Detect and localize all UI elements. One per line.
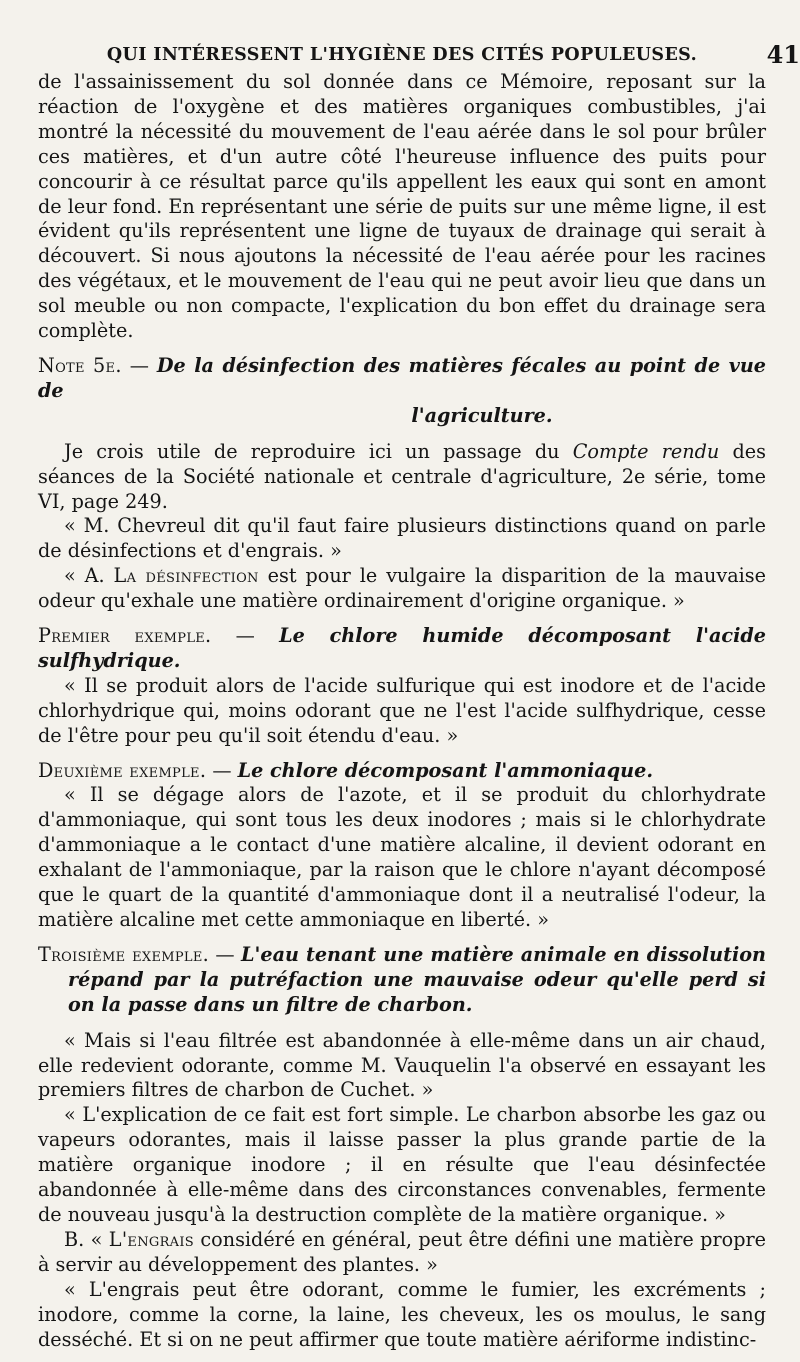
example3-heading: Troisième exemple. — L'eau tenant une matière animale en dissolution répand par la putréfaction une mauvaise odeur qu'elle perd si on la passe dans un filtre de charbon. bbox=[38, 942, 766, 1016]
running-head: QUI INTÉRESSENT L'HYGIÈNE DES CITÉS POPULEUSES. bbox=[106, 45, 698, 65]
paragraph-example1: « Il se produit alors de l'acide sulfurique qui est inodore et de l'acide chlorhydrique qui, moins odorant que ne l'est l'acide sulfhydrique, cesse de l'être pour peu qu'il soit étendu d'eau. » bbox=[38, 673, 766, 747]
example1-title: Le chlore humide décomposant l'acide sulfhydrique. bbox=[38, 624, 767, 672]
paragraph-compte-rendu bbox=[38, 440, 766, 515]
engrais-term: L'engrais bbox=[108, 1227, 194, 1251]
page-number: 41 bbox=[766, 40, 800, 69]
example2-label: Deuxième exemple. bbox=[38, 758, 207, 782]
note-dash: — bbox=[121, 353, 157, 377]
note-label: Note 5e. bbox=[38, 353, 122, 377]
note-heading bbox=[38, 354, 766, 429]
note-title-line1: De la désinfection des matières fécales au point de vue de bbox=[38, 353, 767, 402]
example3-title: L'eau tenant une matière animale en dissolution répand par la putréfaction une mauvaise odeur qu'elle perd si on la passe dans un filtre de charbon. bbox=[68, 942, 766, 1016]
engrais-text: considéré en général, peut être défini une matière propre à servir au développement des plantes. » bbox=[38, 1227, 766, 1276]
paragraph-example2: « Il se dégage alors de l'azote, et il se produit du chlorhydrate d'ammoniaque, qui sont tous les deux inodores ; mais si le chlorhydrate d'ammoniaque a le contact d'une matière alcaline, il devient odorant en exhalant de l'ammoniaque, par la raison que le chlore n'ayant décomposé que le quart de la quantité d'ammoniaque dont il a neutralisé l'odeur, la matière alcaline met cette ammoniaque en liberté. » bbox=[38, 783, 766, 931]
paragraph-chevreul: « M. Chevreul dit qu'il faut faire plusieurs distinctions quand on parle de désinfections et d'engrais. » bbox=[38, 514, 766, 563]
paragraph-engrais bbox=[38, 1228, 766, 1278]
compte-rendu-italic: Compte rendu bbox=[572, 439, 720, 463]
example1-label: Premier exemple. bbox=[38, 624, 212, 648]
example2-title: Le chlore décomposant l'ammoniaque. bbox=[237, 758, 653, 782]
example3-label: Troisième exemple. bbox=[38, 942, 210, 966]
desinfection-text: est pour le vulgaire la disparition de la mauvaise odeur qu'exhale une matière ordinairement d'origine organique. » bbox=[38, 564, 766, 613]
paragraph-desinfection bbox=[38, 564, 766, 614]
engrais-prefix: B. « bbox=[64, 1227, 109, 1251]
compte-rendu-text-a: Je crois utile de reproduire ici un passage du bbox=[64, 439, 573, 463]
desinfection-term: La désinfection bbox=[113, 564, 259, 588]
paragraph-explication: « L'explication de ce fait est fort simple. Le charbon absorbe les gaz ou vapeurs odorantes, mais il laisse passer la plus grande partie de la matière organique inodore ; il en résulte que l'eau désinfectée abandonnée à elle-même dans des circonstances convenables, fermente de nouveau jusqu'à la destruction complète de la matière organique. » bbox=[38, 1103, 766, 1226]
example2-heading: Deuxième exemple. — Le chlore décomposant l'ammoniaque. bbox=[38, 758, 653, 782]
compte-rendu-text-b: des séances de la Société nationale et centrale d'agriculture, 2e série, tome VI, page 249. bbox=[38, 439, 766, 513]
paragraph-engrais-odorant: « L'engrais peut être odorant, comme le fumier, les excréments ; inodore, comme la corne, la laine, les cheveux, les os moulus, le sang desséché. Et si on ne peut affirmer que toute matière aériforme indistinc- bbox=[38, 1277, 766, 1351]
desinfection-prefix: « A. bbox=[64, 564, 114, 588]
note-title-line2: l'agriculture. bbox=[411, 403, 553, 427]
paragraph-vauquelin: « Mais si l'eau filtrée est abandonnée à elle-même dans un air chaud, elle redevient odorante, comme M. Vauquelin l'a observé en essayant les premiers filtres de charbon de Cuchet. » bbox=[38, 1028, 766, 1102]
paragraph-drainage: de l'assainissement du sol donnée dans ce Mémoire, reposant sur la réaction de l'oxygène et des matières organiques combustibles, j'ai montré la nécessité du mouvement de l'eau aérée dans le sol pour brûler ces matières, et d'un autre côté l'heureuse influence des puits pour concourir à ce résultat parce qu'ils appellent les eaux qui sont en amont de leur fond. En représentant une série de puits sur une même ligne, il est évident qu'ils représentent une ligne de tuyaux de drainage qui serait à découvert. Si nous ajoutons la nécessité de l'eau aérée pour les racines des végétaux, et le mouvement de l'eau qui ne peut avoir lieu que dans un sol meuble ou non compacte, l'explication du bon effet du drainage sera complète. bbox=[38, 70, 766, 343]
example1-heading: Premier exemple. — Le chlore humide décomposant l'acide sulfhydrique. bbox=[38, 624, 767, 672]
